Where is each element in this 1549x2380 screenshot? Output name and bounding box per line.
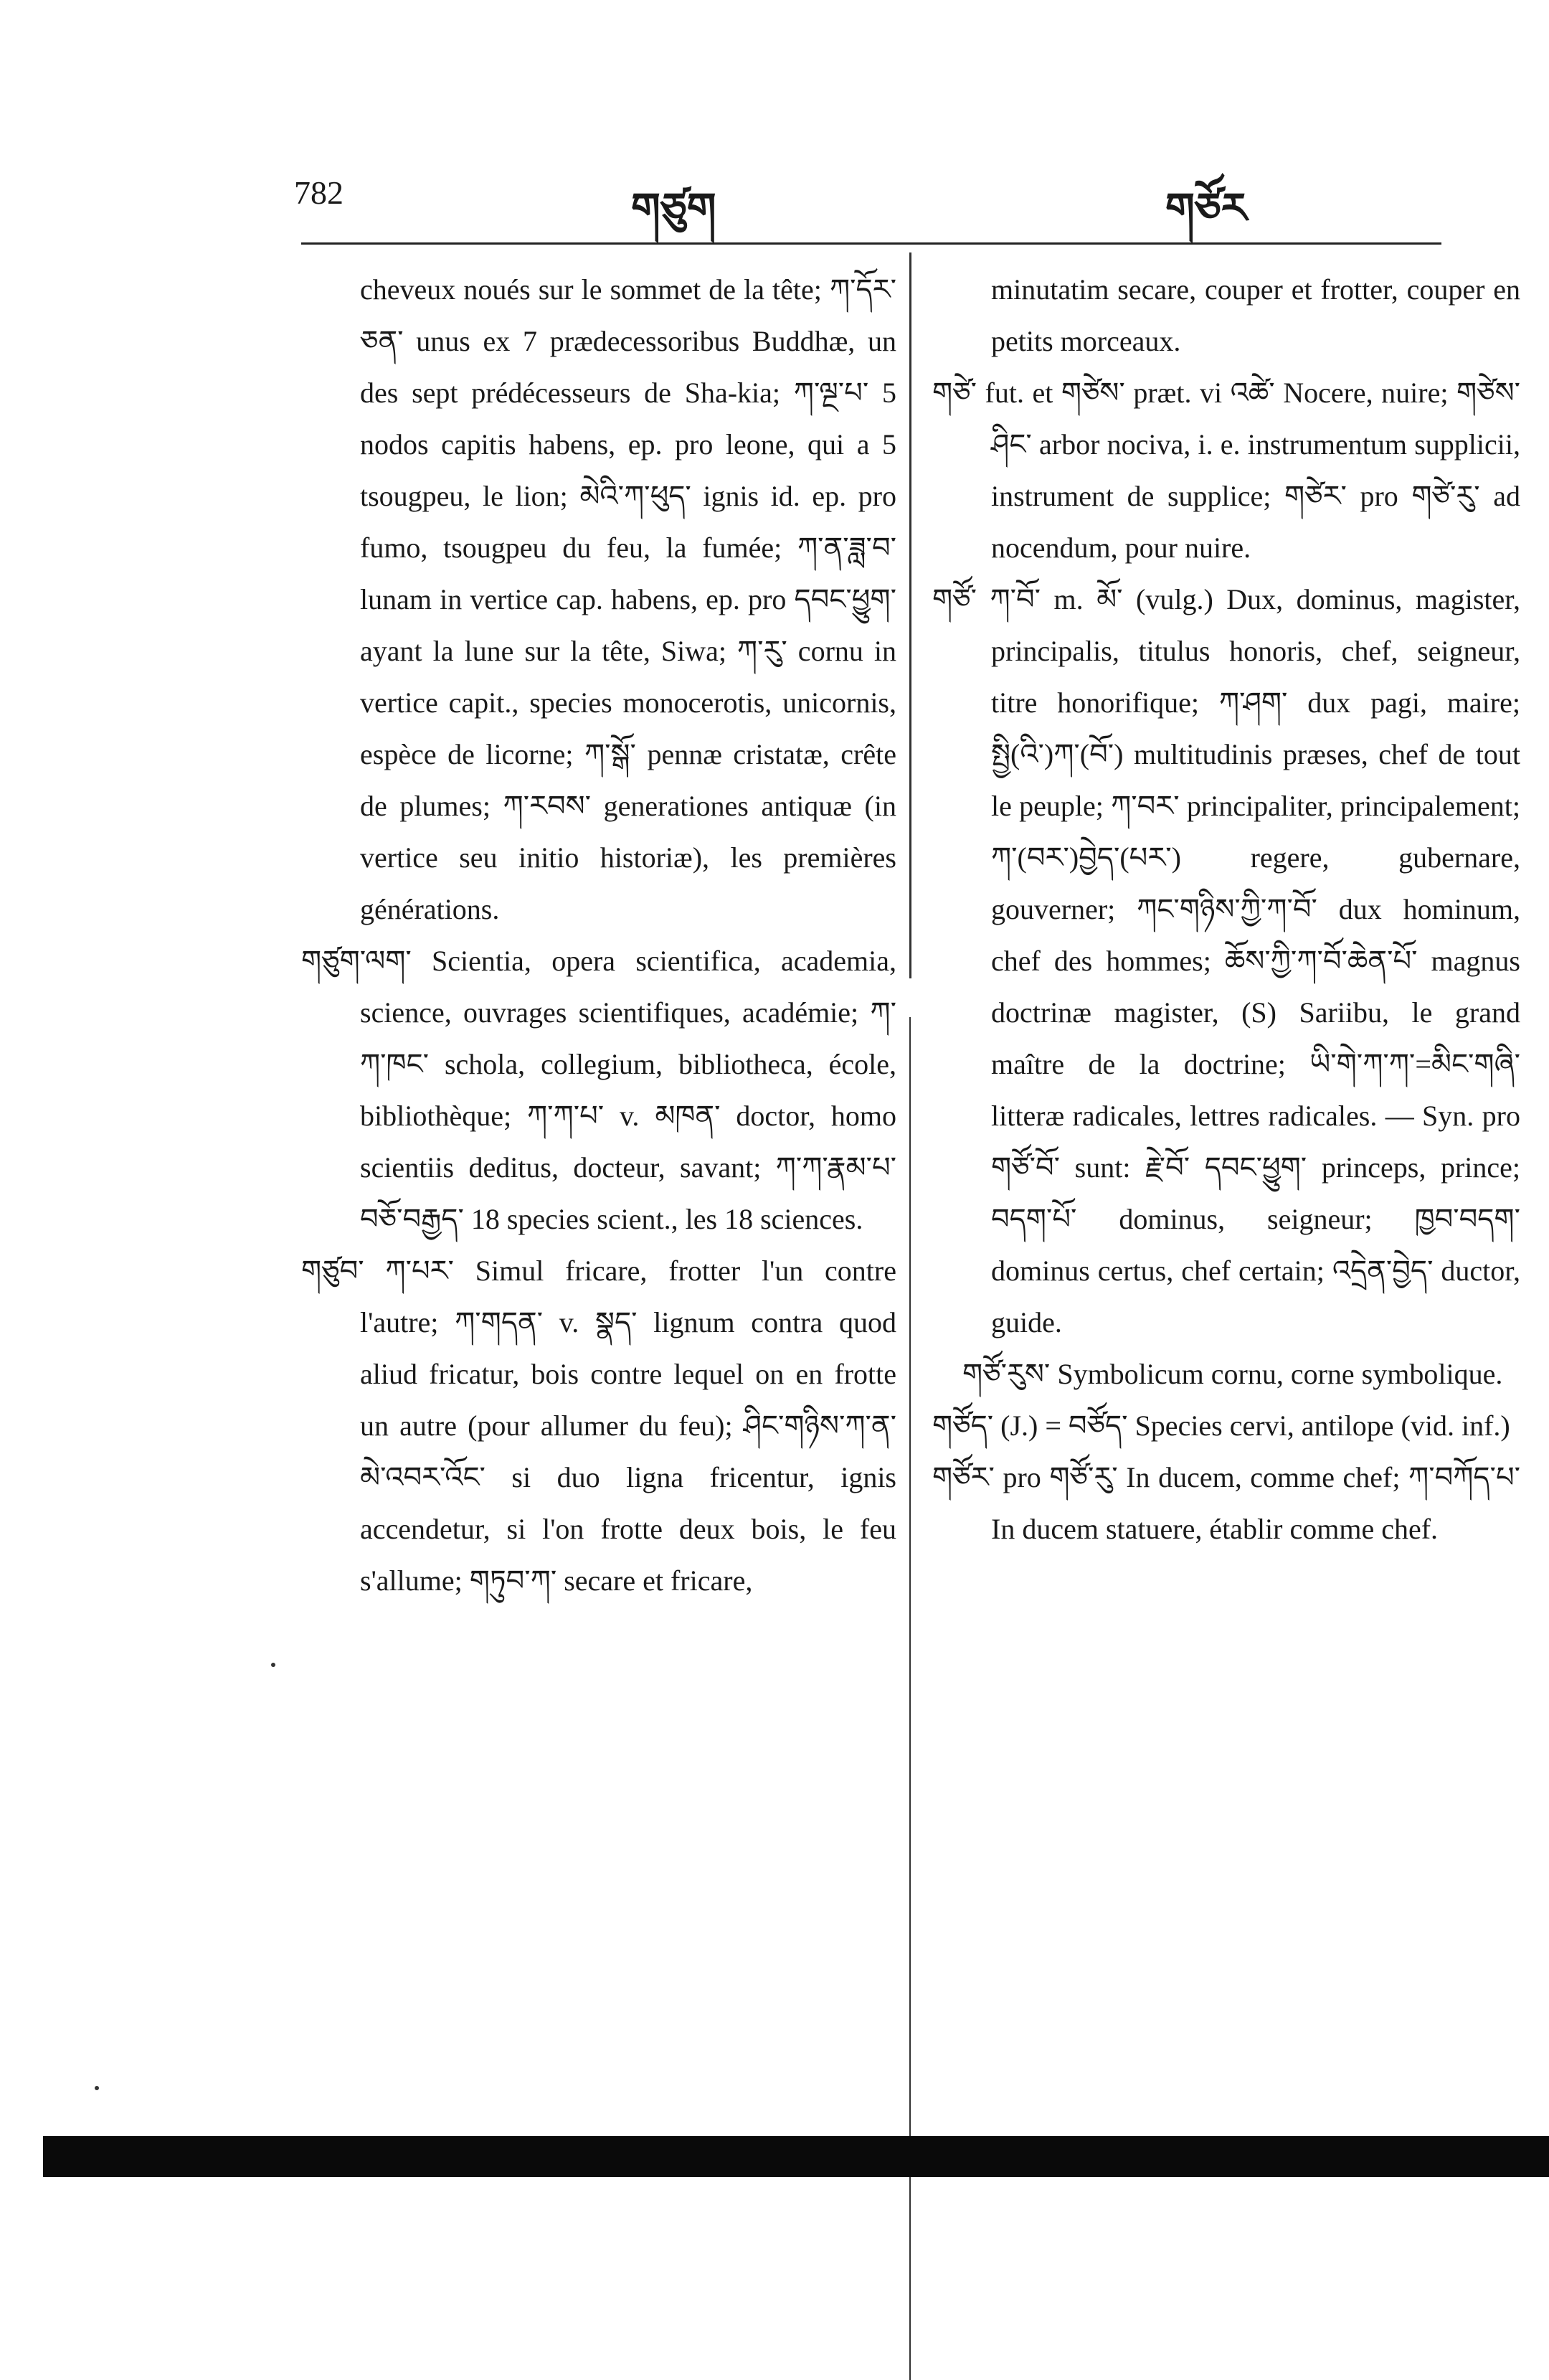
entry-gtsug-lag: གཙུག་ལག་ Scientia, opera scientifica, academia, science, ouvrages scientifiques, académie; ཀ་ཀ་ཁང་ schola, collegium, bibliotheca, école, bibliothèque; ཀ་ཀ་པ་ v. མཁན་ doctor, homo scientiis deditus, docteur, savant; ཀ་ཀ་རྣམ་པ་བཅོ་བརྒྱད་ 18 species scient., les 18 sciences. [301, 945, 896, 1235]
entry-gtse: གཙེ་ fut. et གཙེས་ præt. vi འཚེ་ Nocere, nuire; གཙེས་ཤིང་ arbor nociva, i. e. instrumentum supplicii, instrument de supplice; གཙེར་ pro གཙེ་རུ་ ad nocendum, pour nuire. [932, 377, 1520, 564]
page-number: 782 [294, 174, 344, 211]
entry-gtsor: གཙོར་ pro གཙོ་རུ་ In ducem, comme chef; ཀ་བཀོད་པ་ In ducem statuere, établir comme chef. [932, 1461, 1520, 1545]
entry-gtsod: གཙོད་ (J.) = བཙོད་ Species cervi, antilope (vid. inf.) [932, 1409, 1510, 1442]
left-column [301, 264, 896, 1607]
scan-speck [271, 1663, 275, 1667]
scan-speck [95, 2086, 99, 2090]
entry-gtso: གཙོ་ ཀ་བོ་ m. མོ་ (vulg.) Dux, dominus, magister, principalis, titulus honoris, chef, seigneur, titre honorifique; ཀ་ཤག་ dux pagi, maire; སྤྱི(འི་)ཀ་(བོ་) multitudinis præses, chef de tout le peuple; ཀ་བར་ principaliter, principalement; ཀ་(བར་)བྱེད་(པར་) regere, gubernare, gouverner; ཀང་གཉིས་ཀྱི་ཀ་བོ་ dux hominum, chef des hommes; ཆོས་ཀྱི་ཀ་བོ་ཆེན་པོ་ magnus doctrinæ magister, (S) Sariibu, le grand maître de la doctrine; ཡི་གེ་ཀ་ཀ་=མིང་གཞི་ litteræ radicales, lettres radicales. — Syn. pro གཙོ་བོ་ sunt: རྗེ་བོ་ དབང་ཕྱུག་ princeps, prince; བདག་པོ་ dominus, seigneur; ཁྱབ་བདག་ dominus certus, chef certain; འདྲེན་བྱེད་ ductor, guide. [932, 583, 1520, 1338]
bottom-scan-bar [43, 2136, 1549, 2177]
header-rule [301, 242, 1441, 245]
running-head-left: གཙུག [631, 185, 716, 232]
right-column [932, 264, 1520, 1555]
running-head-right: གཙོར [1165, 185, 1247, 232]
entry-continuation: cheveux noués sur le sommet de la tête; ཀ་དོར་ཅན་ unus ex 7 prædecessoribus Buddhæ, un des sept prédécesseurs de Sha-kia; ཀ་ལྔ་པ་ 5 nodos capitis habens, ep. pro leone, qui a 5 tsougpeu, le lion; མེའི་ཀ་ཕུད་ ignis id. ep. pro fumo, tsougpeu du feu, la fumée; ཀ་ན་ཟླ་བ་ lunam in vertice cap. habens, ep. pro དབང་ཕྱུག་ ayant la lune sur la tête, Siwa; ཀ་རུ་ cornu in vertice capit., species monocerotis, unicornis, espèce de licorne; ཀ་སྒོ་ pennæ cristatæ, crête de plumes; ཀ་རབས་ generationes antiquæ (in vertice seu initio historiæ), les premières générations. [360, 273, 896, 925]
entry-gtsub: གཙུབ་ ཀ་པར་ Simul fricare, frotter l'un contre l'autre; ཀ་གདན་ v. སྣད་ lignum contra quod aliud fricatur, bois contre lequel on en frotte un autre (pour allumer du feu); ཤིང་གཉིས་ཀ་ན་མེ་འབར་འོང་ si duo ligna fricentur, ignis accendetur, si l'on frotte deux bois, le feu s'allume; གཏུབ་ཀ་ secare et fricare, [301, 1255, 896, 1597]
entry-continuation: minutatim secare, couper et frotter, couper en petits morceaux. [991, 273, 1520, 357]
entry-gtso-rus: གཙོ་རུས་ Symbolicum cornu, corne symbolique. [962, 1358, 1503, 1390]
column-divider [909, 252, 911, 978]
